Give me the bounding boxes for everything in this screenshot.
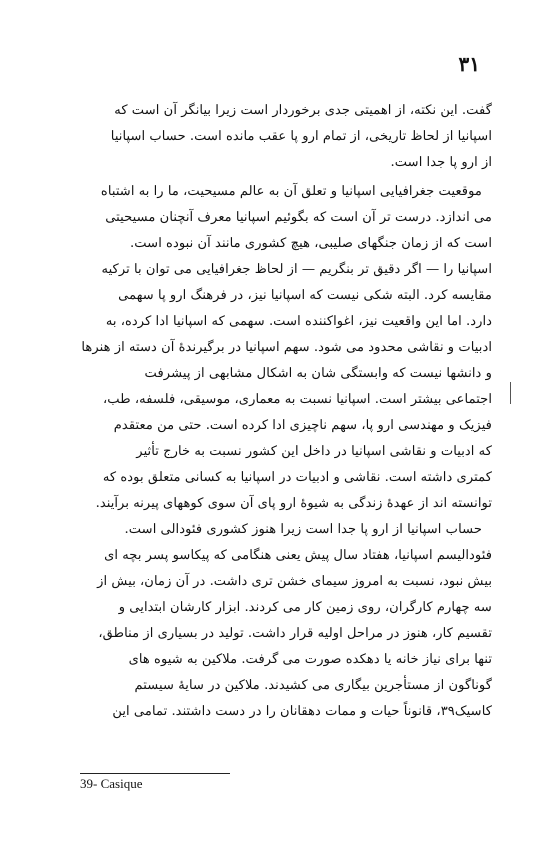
text-line: تنها برای نیاز خانه یا دهکده صورت می گرفت. ملاکین به شیوه های (128, 652, 492, 667)
text-line: توانسته اند از عهدهٔ زندگی به شیوهٔ ارو پای آن سوی کوههای پیرنه برآیند. (95, 496, 492, 511)
text-line: مقایسه کرد. البته شکی نیست که اسپانیا نیز، در فرهنگ ارو پا سهمی (118, 288, 492, 303)
text-line: اسپانیا از لحاظ تاریخی، از تمام ارو پا عقب مانده است. حساب اسپانیا (110, 129, 492, 144)
text-line: گفت. این نکته، از اهمیتی جدی برخوردار است زیرا بیانگر آن است که (114, 103, 492, 118)
text-line: فیزیک و مهندسی ارو پا، سهم ناچیزی ادا کرده است. حتی من معتقدم (113, 418, 492, 433)
text-line: فئودالیسم اسپانیا، هفتاد سال پیش یعنی هنگامی که پیکاسو پسر بچه ای (104, 548, 492, 563)
text-line: حساب اسپانیا از ارو پا جدا است زیرا هنوز کشوری فئودالی است. (124, 522, 482, 537)
margin-mark (510, 382, 511, 404)
text-line: و دانشها نیست که وابستگی شان به اشکال مشابهی از پیشرفت (144, 366, 492, 381)
text-line: ادبیات و نقاشی محدود می شود. سهم اسپانیا در برگیرندهٔ آن دسته از هنرها (81, 340, 492, 355)
text-line: که ادبیات و نقاشی اسپانیا در داخل این کشور نسبت به خارج تأثیر (136, 444, 492, 459)
text-line: کاسیک۳۹، قانوناً حیات و ممات دهقانان را در دست داشتند. تمامی این (112, 704, 492, 719)
text-line: دارد. اما این واقعیت نیز، اغواکننده است. سهمی که اسپانیا ادا کرده، به (105, 314, 492, 329)
footnote-divider (80, 773, 230, 774)
text-line: موقعیت جغرافیایی اسپانیا و تعلق آن به عالم مسیحیت، ما را به اشتباه (100, 184, 482, 199)
text-line: است که از زمان جنگهای صلیبی، هیچ کشوری مانند آن نبوده است. (130, 236, 492, 251)
text-line: از ارو پا جدا است. (390, 155, 492, 170)
page-number: ۳۱ (458, 52, 480, 76)
text-line: سه چهارم کارگران، روی زمین کار می کردند. ابزار کارشان ابتدایی و (118, 600, 492, 615)
body-text (80, 98, 492, 725)
text-line: کمتری داشته است. نقاشی و ادبیات در اسپانیا به کسانی متعلق بوده که (102, 470, 492, 485)
text-line: بیش نبود، نسبت به امروز سیمای خشن تری داشت. در آن زمان، بیش از (97, 574, 492, 589)
text-line: اجتماعی بیشتر است. اسپانیا نسبت به معماری، موسیقی، فلسفه، طب، (102, 392, 492, 407)
text-line: اسپانیا را — اگر دقیق تر بنگریم — از لحاظ جغرافیایی می توان با ترکیه (101, 262, 492, 277)
footnote: 39- Casique (80, 776, 143, 791)
text-line: گوناگون از مستأجرین بیگاری می کشیدند. ملاکین در سایهٔ سیستم (134, 678, 492, 693)
text-line: می اندازد. درست تر آن است که بگوئیم اسپانیا معرف آنچنان مسیحیتی (105, 210, 492, 225)
text-line: تقسیم کار، هنوز در مراحل اولیه قرار داشت. تولید در بسیاری از مناطق، (98, 626, 492, 641)
